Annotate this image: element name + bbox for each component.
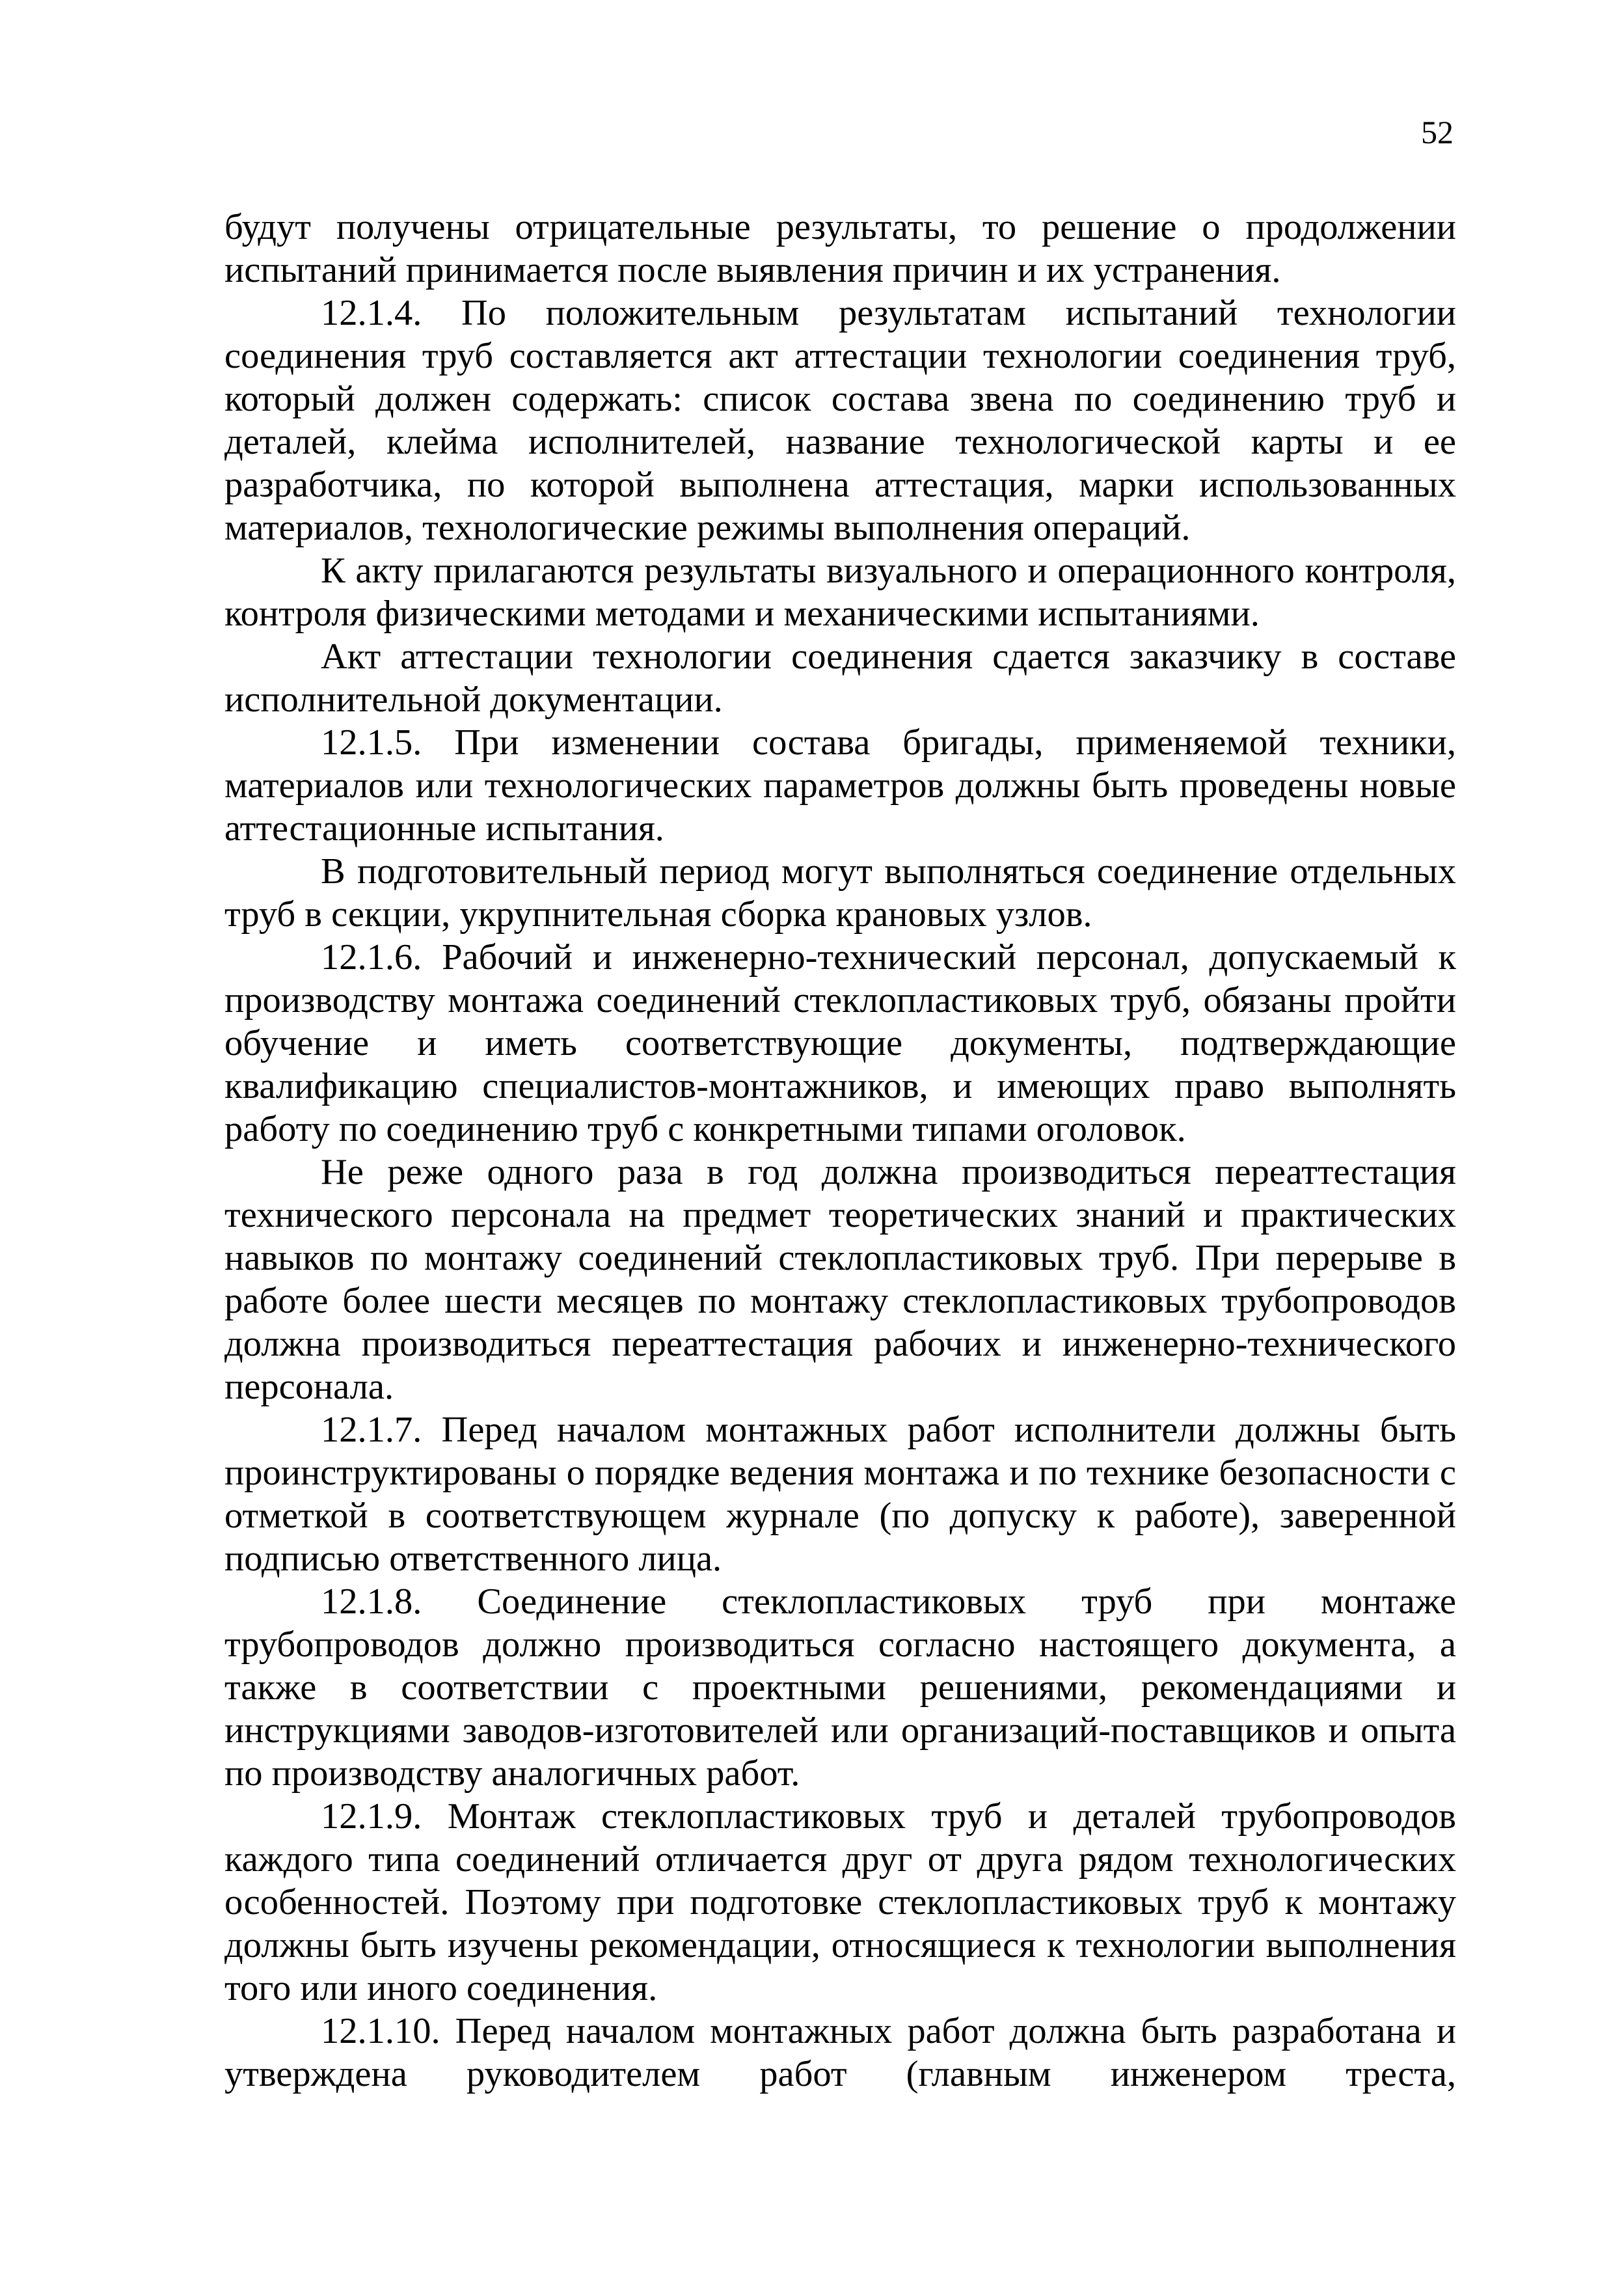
paragraph-reattestation: Не реже одного раза в год должна производиться переаттестация технического персонала на предмет теоретических знаний и практических навыков по монтажу соединений стеклопластиковых труб. При перерыве в работе более шести месяцев по монтажу стеклопластиковых трубопроводов должна производиться переаттестация рабочих и инженерно-технического персонала. <box>224 1152 1456 1407</box>
page-number: 52 <box>1421 114 1454 150</box>
paragraph-preparatory-period: В подготовительный период могут выполняться соединение отдельных труб в секции, укрупнительная сборка крановых узлов. <box>224 851 1456 935</box>
paragraph-act-attachments: К акту прилагаются результаты визуального и операционного контроля, контроля физическими методами и механическими испытаниями. <box>224 551 1456 634</box>
document-body <box>224 206 1456 2096</box>
paragraph-12-1-8: 12.1.8. Соединение стеклопластиковых труб при монтаже трубопроводов должно производиться согласно настоящего документа, а также в соответствии с проектными решениями, рекомендациями и инструкциями заводов-изготовителей или организаций-поставщиков и опыта по производству аналогичных работ. <box>224 1581 1456 1794</box>
paragraph-continuation: будут получены отрицательные результаты, то решение о продолжении испытаний принимается после выявления причин и их устранения. <box>224 207 1456 290</box>
paragraph-12-1-9: 12.1.9. Монтаж стеклопластиковых труб и деталей трубопроводов каждого типа соединений отличается друг от друга рядом технологических особенностей. Поэтому при подготовке стеклопластиковых труб к монтажу должны быть изучены рекомендации, относящиеся к технологии выполнения того или иного соединения. <box>224 1796 1456 2008</box>
paragraph-act-handover: Акт аттестации технологии соединения сдается заказчику в составе исполнительной документации. <box>224 636 1456 720</box>
paragraph-12-1-5: 12.1.5. При изменении состава бригады, применяемой техники, материалов или технологических параметров должны быть проведены новые аттестационные испытания. <box>224 722 1456 849</box>
paragraph-12-1-6: 12.1.6. Рабочий и инженерно-технический персонал, допускаемый к производству монтажа соединений стеклопластиковых труб, обязаны пройти обучение и иметь соответствующие документы, подтверждающие квалификацию специалистов-монтажников, и имеющих право выполнять работу по соединению труб с конкретными типами оголовок. <box>224 937 1456 1149</box>
paragraph-12-1-7: 12.1.7. Перед началом монтажных работ исполнители должны быть проинструктированы о порядке ведения монтажа и по технике безопасности с отметкой в соответствующем журнале (по допуску к работе), заверенной подписью ответственного лица. <box>224 1410 1456 1579</box>
paragraph-12-1-4: 12.1.4. По положительным результатам испытаний технологии соединения труб составляется акт аттестации технологии соединения труб, который должен содержать: список состава звена по соединению труб и деталей, клейма исполнителей, название технологической карты и ее разработчика, по которой выполнена аттестация, марки использованных материалов, технологические режимы выполнения операций. <box>224 293 1456 548</box>
paragraph-12-1-10: 12.1.10. Перед началом монтажных работ должна быть разработана и утверждена руководителем работ (главным инженером треста, <box>224 2011 1456 2094</box>
